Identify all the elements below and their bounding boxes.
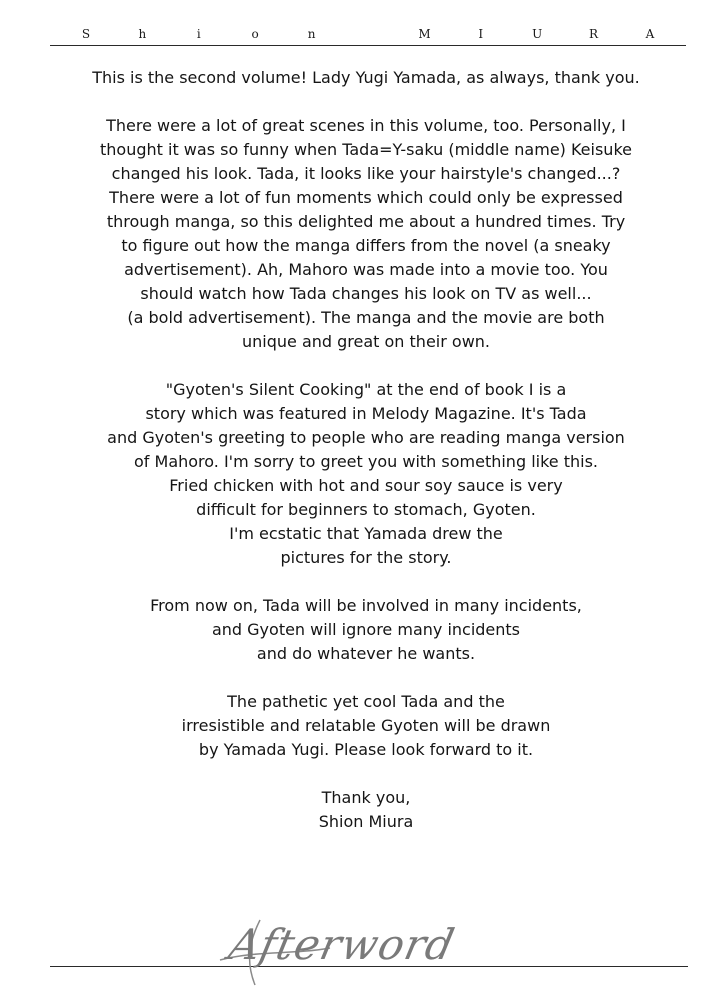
header-letter: o	[251, 27, 259, 41]
paragraph-gap	[60, 762, 672, 786]
text-line: to figure out how the manga differs from the novel (a sneaky	[121, 236, 611, 255]
header-letter: i	[196, 27, 201, 41]
text-line: pictures for the story.	[280, 548, 452, 567]
text-line: and Gyoten's greeting to people who are reading manga version	[107, 428, 625, 447]
text-line: by Yamada Yugi. Please look forward to it.	[198, 740, 534, 759]
text-line: story which was featured in Melody Magazine. It's Tada	[145, 404, 587, 423]
paragraph-gap	[60, 354, 672, 378]
header-letter: R	[588, 27, 599, 41]
afterword-body	[60, 66, 672, 834]
text-line: Thank you,	[321, 788, 411, 807]
text-line: irresistible and relatable Gyoten will be drawn	[181, 716, 551, 735]
text-line: From now on, Tada will be involved in many incidents,	[150, 596, 582, 615]
text-line: There were a lot of great scenes in this volume, too. Personally, I	[106, 116, 626, 135]
header-letter: S	[81, 27, 91, 41]
afterword-title: Afterword	[224, 920, 460, 969]
author-name-spaced	[50, 27, 686, 41]
text-line: advertisement). Ah, Mahoro was made into a movie too. You	[124, 260, 608, 279]
paragraph-gap	[60, 90, 672, 114]
header-letter: M	[418, 27, 431, 41]
text-line: This is the second volume! Lady Yugi Yamada, as always, thank you.	[92, 68, 640, 87]
text-line: Fried chicken with hot and sour soy sauce is very	[169, 476, 563, 495]
text-line: changed his look. Tada, it looks like your hairstyle's changed...?	[111, 164, 621, 183]
header-letter: n	[307, 27, 316, 41]
text-line: The pathetic yet cool Tada and the	[227, 692, 505, 711]
header-divider	[50, 45, 686, 46]
text-line: difficult for beginners to stomach, Gyoten.	[196, 500, 536, 519]
text-line: unique and great on their own.	[241, 332, 490, 351]
text-line: There were a lot of fun moments which could only be expressed	[109, 188, 623, 207]
header-letter: h	[138, 27, 147, 41]
header-letter-space	[362, 27, 374, 41]
text-line: "Gyoten's Silent Cooking" at the end of book I is a	[165, 380, 567, 399]
text-line: of Mahoro. I'm sorry to greet you with something like this.	[134, 452, 598, 471]
paragraph-gap	[60, 570, 672, 594]
text-line: I'm ecstatic that Yamada drew the	[229, 524, 503, 543]
page-header	[50, 20, 686, 46]
afterword-title-logo	[200, 900, 520, 990]
text-line: should watch how Tada changes his look on TV as well...	[140, 284, 592, 303]
text-line: (a bold advertisement). The manga and the movie are both	[127, 308, 605, 327]
header-letter: I	[478, 27, 484, 41]
text-line: and Gyoten will ignore many incidents	[211, 620, 521, 639]
text-line: through manga, so this delighted me about a hundred times. Try	[106, 212, 626, 231]
header-letter: U	[532, 27, 543, 41]
text-line: and do whatever he wants.	[256, 644, 476, 663]
text-line: thought it was so funny when Tada=Y-saku (middle name) Keisuke	[100, 140, 632, 159]
header-letter: A	[645, 27, 655, 41]
text-line: Shion Miura	[318, 812, 414, 831]
paragraph-gap	[60, 666, 672, 690]
